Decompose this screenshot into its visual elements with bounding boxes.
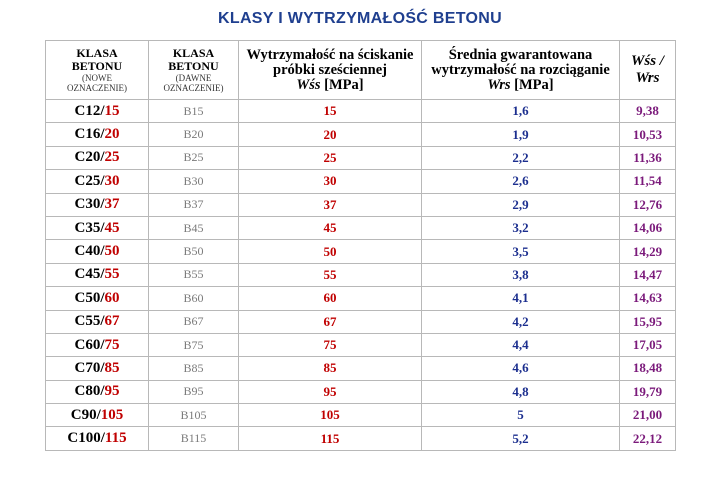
concrete-class-table — [45, 40, 676, 451]
class-r-part: 30 — [104, 172, 120, 189]
class-c-part: C100/ — [67, 430, 105, 447]
class-r-part: 55 — [104, 266, 120, 283]
table-row — [46, 357, 676, 380]
tensile-cell: 1,6 — [422, 100, 620, 123]
table-row — [46, 100, 676, 123]
table-row — [46, 216, 676, 239]
compressive-cell: 95 — [239, 380, 422, 403]
ratio-cell: 17,05 — [620, 333, 676, 356]
header-compressive-strength: Wytrzymałość na ściskanie próbki sześciennej Wśs [MPa] — [239, 41, 422, 100]
class-c-part: C35/ — [74, 219, 105, 236]
old-class-cell: B60 — [149, 287, 239, 310]
tensile-cell: 3,8 — [422, 263, 620, 286]
table-row — [46, 380, 676, 403]
table-row — [46, 193, 676, 216]
class-r-part: 15 — [104, 102, 120, 119]
compressive-cell: 75 — [239, 333, 422, 356]
old-class-cell: B55 — [149, 263, 239, 286]
compressive-cell: 105 — [239, 404, 422, 427]
new-class-cell — [46, 100, 149, 123]
tensile-cell: 4,1 — [422, 287, 620, 310]
class-c-part: C70/ — [74, 359, 105, 376]
new-class-cell — [46, 263, 149, 286]
ratio-cell: 12,76 — [620, 193, 676, 216]
header-tensile-symbol: Wrs — [487, 76, 511, 93]
old-class-cell: B20 — [149, 123, 239, 146]
class-c-part: C16/ — [74, 126, 105, 143]
table-row — [46, 123, 676, 146]
new-class-cell — [46, 216, 149, 239]
ratio-cell: 11,54 — [620, 170, 676, 193]
table-row — [46, 146, 676, 169]
table-row — [46, 427, 676, 450]
header-compressive-symbol: Wśs — [296, 76, 321, 93]
header-tensile-strength: Średnia gwarantowana wytrzymałość na rozciąganie Wrs [MPa] — [422, 41, 620, 100]
ratio-cell: 14,29 — [620, 240, 676, 263]
tensile-cell: 1,9 — [422, 123, 620, 146]
class-c-part: C25/ — [74, 172, 105, 189]
old-class-cell: B85 — [149, 357, 239, 380]
table-row — [46, 333, 676, 356]
ratio-cell: 15,95 — [620, 310, 676, 333]
class-c-part: C90/ — [70, 406, 101, 423]
old-class-cell: B15 — [149, 100, 239, 123]
header-compressive-unit: [MPa] — [324, 76, 364, 93]
new-class-cell — [46, 146, 149, 169]
class-r-part: 60 — [104, 289, 120, 306]
class-r-part: 20 — [104, 126, 120, 143]
class-c-part: C20/ — [74, 149, 105, 166]
table-row — [46, 404, 676, 427]
new-class-cell — [46, 287, 149, 310]
table-row — [46, 263, 676, 286]
table-row — [46, 240, 676, 263]
ratio-cell: 14,06 — [620, 216, 676, 239]
new-class-cell — [46, 404, 149, 427]
old-class-cell: B30 — [149, 170, 239, 193]
class-c-part: C50/ — [74, 289, 105, 306]
compressive-cell: 115 — [239, 427, 422, 450]
compressive-cell: 45 — [239, 216, 422, 239]
tensile-cell: 5,2 — [422, 427, 620, 450]
old-class-cell: B67 — [149, 310, 239, 333]
new-class-cell — [46, 310, 149, 333]
class-c-part: C30/ — [74, 196, 105, 213]
ratio-cell: 10,53 — [620, 123, 676, 146]
new-class-cell — [46, 170, 149, 193]
tensile-cell: 5 — [422, 404, 620, 427]
old-class-cell: B37 — [149, 193, 239, 216]
tensile-cell: 4,8 — [422, 380, 620, 403]
compressive-cell: 50 — [239, 240, 422, 263]
header-old-class: KLASA BETONU (DAWNE OZNACZENIE) — [149, 41, 239, 100]
new-class-cell — [46, 193, 149, 216]
class-c-part: C60/ — [74, 336, 105, 353]
new-class-cell — [46, 123, 149, 146]
compressive-cell: 30 — [239, 170, 422, 193]
tensile-cell: 4,2 — [422, 310, 620, 333]
class-r-part: 75 — [104, 336, 120, 353]
ratio-cell: 9,38 — [620, 100, 676, 123]
header-tensile-unit: [MPa] — [514, 76, 554, 93]
table-row — [46, 310, 676, 333]
class-c-part: C12/ — [74, 102, 105, 119]
ratio-cell: 14,63 — [620, 287, 676, 310]
compressive-cell: 37 — [239, 193, 422, 216]
tensile-cell: 2,6 — [422, 170, 620, 193]
new-class-cell — [46, 333, 149, 356]
old-class-cell: B95 — [149, 380, 239, 403]
new-class-cell — [46, 380, 149, 403]
ratio-cell: 22,12 — [620, 427, 676, 450]
class-r-part: 105 — [100, 406, 124, 423]
tensile-cell: 3,2 — [422, 216, 620, 239]
new-class-cell — [46, 357, 149, 380]
class-r-part: 25 — [104, 149, 120, 166]
ratio-cell: 14,47 — [620, 263, 676, 286]
old-class-cell: B105 — [149, 404, 239, 427]
compressive-cell: 20 — [239, 123, 422, 146]
header-ratio: Wśs / Wrs — [620, 41, 676, 100]
old-class-cell: B115 — [149, 427, 239, 450]
old-class-cell: B50 — [149, 240, 239, 263]
tensile-cell: 3,5 — [422, 240, 620, 263]
class-c-part: C40/ — [74, 243, 105, 260]
ratio-cell: 11,36 — [620, 146, 676, 169]
compressive-cell: 55 — [239, 263, 422, 286]
tensile-cell: 4,4 — [422, 333, 620, 356]
compressive-cell: 25 — [239, 146, 422, 169]
ratio-cell: 19,79 — [620, 380, 676, 403]
class-r-part: 85 — [104, 359, 120, 376]
tensile-cell: 2,2 — [422, 146, 620, 169]
ratio-cell: 18,48 — [620, 357, 676, 380]
compressive-cell: 60 — [239, 287, 422, 310]
class-c-part: C55/ — [74, 313, 105, 330]
new-class-cell — [46, 240, 149, 263]
old-class-cell: B25 — [149, 146, 239, 169]
compressive-cell: 15 — [239, 100, 422, 123]
class-r-part: 115 — [104, 430, 127, 447]
class-c-part: C80/ — [74, 383, 105, 400]
table-row — [46, 287, 676, 310]
page-title: KLASY I WYTRZYMAŁOŚĆ BETONU — [218, 10, 502, 27]
class-r-part: 45 — [104, 219, 120, 236]
class-r-part: 50 — [104, 243, 120, 260]
tensile-cell: 2,9 — [422, 193, 620, 216]
ratio-cell: 21,00 — [620, 404, 676, 427]
table-row — [46, 170, 676, 193]
compressive-cell: 67 — [239, 310, 422, 333]
old-class-cell: B45 — [149, 216, 239, 239]
tensile-cell: 4,6 — [422, 357, 620, 380]
new-class-cell — [46, 427, 149, 450]
table-header-row — [46, 41, 676, 100]
class-r-part: 67 — [104, 313, 120, 330]
old-class-cell: B75 — [149, 333, 239, 356]
table-body — [46, 100, 676, 451]
header-new-class: KLASA BETONU (NOWE OZNACZENIE) — [46, 41, 149, 100]
class-r-part: 95 — [104, 383, 120, 400]
class-r-part: 37 — [104, 196, 120, 213]
class-c-part: C45/ — [74, 266, 105, 283]
compressive-cell: 85 — [239, 357, 422, 380]
